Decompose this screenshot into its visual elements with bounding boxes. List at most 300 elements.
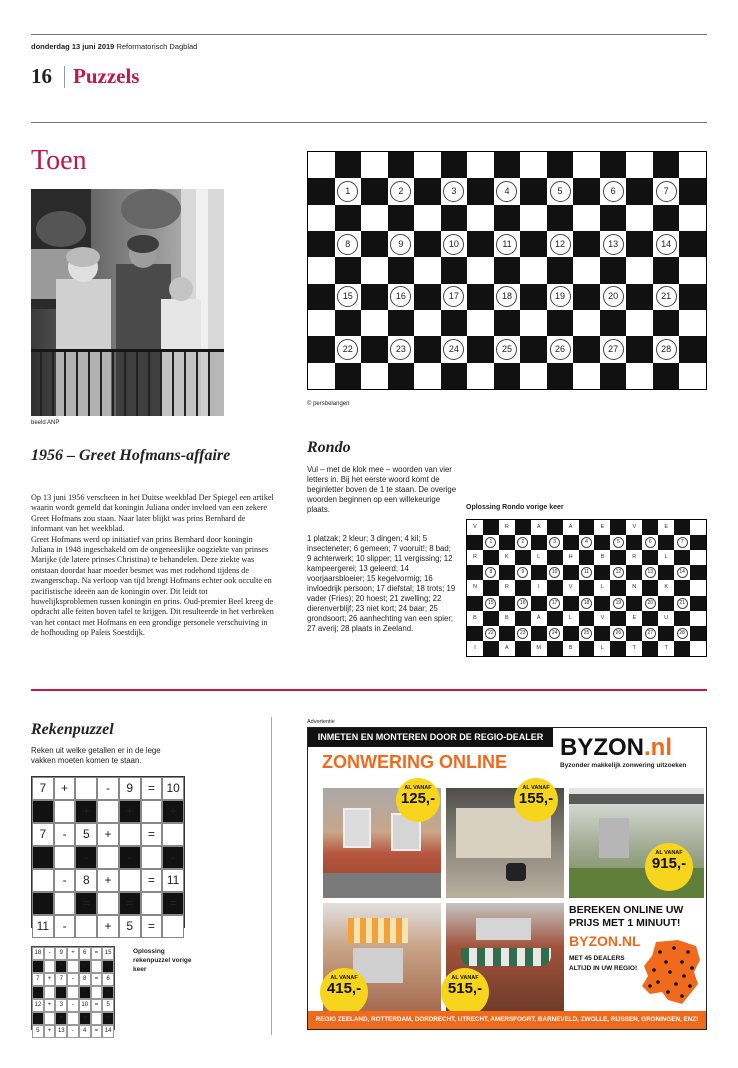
rondo-cell[interactable] [573, 336, 600, 362]
rondo-solution-cell: K [499, 550, 515, 565]
rondo-cell[interactable] [388, 284, 415, 310]
rekenpuzzel-cell: 10 [162, 777, 184, 800]
rondo-cell[interactable] [467, 310, 494, 336]
price-badge-3 [645, 843, 693, 891]
rekenpuzzel-solution-cell: 6 [102, 973, 114, 986]
rondo-cell[interactable] [414, 205, 441, 231]
rondo-cell[interactable] [494, 231, 521, 257]
rondo-cell[interactable] [573, 205, 600, 231]
rekenpuzzel-cell: 8 [75, 869, 97, 892]
rondo-cell[interactable] [308, 152, 335, 178]
section-title: Puzzels [73, 64, 140, 88]
rondo-solution-cell: E [594, 520, 610, 535]
rondo-cell[interactable] [547, 257, 574, 283]
rondo-cell[interactable] [547, 310, 574, 336]
rondo-cell[interactable] [573, 178, 600, 204]
rekenpuzzel-cell[interactable] [162, 823, 184, 846]
rondo-cell[interactable] [573, 231, 600, 257]
rondo-solution-number: 20 [645, 598, 656, 609]
rondo-solution-cell [594, 535, 610, 550]
rekenpuzzel-solution-cell [91, 986, 103, 999]
rekenpuzzel-cell: + [162, 800, 184, 823]
rondo-cell[interactable] [494, 310, 521, 336]
byzon-advertisement[interactable] [307, 727, 707, 1030]
rondo-cell[interactable] [441, 152, 468, 178]
rondo-solution-cell [547, 626, 563, 641]
rondo-cell[interactable] [388, 205, 415, 231]
ad-dealers: MET 45 DEALERS ALTIJD IN UW REGIO! [569, 955, 638, 972]
rondo-solution-cell [642, 520, 658, 535]
rondo-cell[interactable] [653, 310, 680, 336]
rondo-number: 17 [443, 286, 464, 307]
rondo-solution-cell [642, 626, 658, 641]
toen-headline: 1956 – Greet Hofmans-affaire [31, 447, 231, 464]
rondo-cell[interactable] [626, 284, 653, 310]
rondo-solution-number: 4 [581, 537, 592, 548]
rondo-cell[interactable] [600, 336, 627, 362]
rondo-cell[interactable] [653, 284, 680, 310]
rondo-cell[interactable] [308, 178, 335, 204]
rondo-solution-cell [515, 535, 531, 550]
rondo-solution-cell [642, 580, 658, 595]
rondo-solution-cell [610, 596, 626, 611]
rondo-solution-number: 5 [613, 537, 624, 548]
rondo-cell[interactable] [600, 231, 627, 257]
ad-headline: ZONWERING ONLINE [322, 752, 507, 772]
rekenpuzzel-cell: + [119, 800, 141, 823]
rondo-number: 6 [603, 181, 624, 202]
rondo-solution-cell [690, 520, 706, 535]
rondo-cell[interactable] [679, 310, 706, 336]
rondo-cell[interactable] [653, 205, 680, 231]
rondo-cell[interactable] [441, 363, 468, 389]
rondo-cell[interactable] [467, 363, 494, 389]
rondo-solution-cell [658, 535, 674, 550]
rondo-cell[interactable] [414, 178, 441, 204]
rondo-cell[interactable] [414, 310, 441, 336]
rondo-cell[interactable] [441, 336, 468, 362]
rondo-solution-cell: I [531, 580, 547, 595]
rondo-solution-cell [515, 641, 531, 656]
rondo-number: 9 [390, 234, 411, 255]
rondo-cell[interactable] [600, 257, 627, 283]
rondo-cell[interactable] [414, 284, 441, 310]
rondo-solution-cell [658, 565, 674, 580]
rekenpuzzel-solution-cell: + [55, 960, 67, 973]
rondo-cell[interactable] [600, 284, 627, 310]
rondo-cell[interactable] [467, 178, 494, 204]
rondo-solution-cell [547, 535, 563, 550]
rondo-solution-cell [690, 565, 706, 580]
rondo-cell[interactable] [679, 152, 706, 178]
rondo-cell[interactable] [308, 310, 335, 336]
rondo-cell[interactable] [679, 231, 706, 257]
rondo-cell[interactable] [626, 205, 653, 231]
rondo-cell[interactable] [626, 363, 653, 389]
rondo-cell[interactable] [626, 231, 653, 257]
rekenpuzzel-cell[interactable] [54, 800, 76, 823]
rondo-solution-number: 17 [549, 598, 560, 609]
rondo-cell[interactable] [520, 152, 547, 178]
rondo-solution-number: 16 [517, 598, 528, 609]
rekenpuzzel-cell: 7 [32, 823, 54, 846]
rondo-cell[interactable] [388, 231, 415, 257]
rondo-number: 11 [496, 234, 517, 255]
rondo-cell[interactable] [414, 336, 441, 362]
rondo-solution-number: 23 [517, 628, 528, 639]
rondo-cell[interactable] [467, 336, 494, 362]
rondo-cell[interactable] [679, 363, 706, 389]
rondo-cell[interactable] [573, 284, 600, 310]
rekenpuzzel-solution-cell: = [79, 1012, 91, 1025]
rondo-number: 8 [337, 234, 358, 255]
rondo-solution-cell [626, 626, 642, 641]
rondo-number: 25 [496, 339, 517, 360]
rondo-cell[interactable] [494, 205, 521, 231]
rondo-cell[interactable] [653, 152, 680, 178]
rondo-cell[interactable] [441, 284, 468, 310]
rondo-cell[interactable] [653, 178, 680, 204]
rekenpuzzel-cell[interactable] [75, 915, 97, 938]
rondo-cell[interactable] [679, 284, 706, 310]
rondo-solution-cell: M [531, 641, 547, 656]
rondo-solution-cell: R [499, 520, 515, 535]
rondo-cell[interactable] [494, 152, 521, 178]
rekenpuzzel-solution-cell [44, 986, 56, 999]
rondo-cell[interactable] [335, 152, 362, 178]
rekenpuzzel-solution-cell: + [67, 947, 79, 960]
rondo-cell[interactable] [361, 152, 388, 178]
rondo-solution-cell [547, 611, 563, 626]
rondo-number: 22 [337, 339, 358, 360]
rondo-cell[interactable] [679, 257, 706, 283]
rondo-cell[interactable] [573, 152, 600, 178]
rondo-cell[interactable] [547, 284, 574, 310]
rekenpuzzel-cell[interactable] [75, 777, 97, 800]
rekenpuzzel-cell[interactable] [97, 846, 119, 869]
rekenpuzzel-cell: = [75, 892, 97, 915]
rekenpuzzel-cell: = [119, 892, 141, 915]
rekenpuzzel-solution-cell: + [79, 960, 91, 973]
rekenpuzzel-solution-cell [67, 960, 79, 973]
rondo-solution-cell [626, 565, 642, 580]
rekenpuzzel-cell[interactable] [162, 915, 184, 938]
rekenpuzzel-cell[interactable] [32, 869, 54, 892]
rondo-solution-number: 3 [549, 537, 560, 548]
rondo-solution-cell [467, 626, 483, 641]
price-badge-1-label: AL VANAF [404, 785, 432, 791]
rekenpuzzel-cell[interactable] [97, 892, 119, 915]
rondo-solution-number: 15 [485, 598, 496, 609]
netherlands-map-icon [638, 938, 704, 1008]
rondo-cell[interactable] [547, 336, 574, 362]
ad-top-bar: INMETEN EN MONTEREN DOOR DE REGIO-DEALER [308, 728, 553, 747]
rondo-cell[interactable] [467, 152, 494, 178]
rondo-cell[interactable] [547, 231, 574, 257]
rekenpuzzel-solution-cell [91, 1012, 103, 1025]
rekenpuzzel-grid[interactable] [31, 776, 185, 933]
rondo-cell[interactable] [388, 257, 415, 283]
rondo-solution-cell [690, 626, 706, 641]
rondo-solution-cell [690, 550, 706, 565]
header-dateline [31, 42, 197, 51]
rondo-solution-cell: B [594, 550, 610, 565]
rondo-cell[interactable] [414, 152, 441, 178]
rondo-solution-cell [467, 565, 483, 580]
rondo-solution-cell [579, 641, 595, 656]
rondo-solution-cell [658, 626, 674, 641]
rondo-cell[interactable] [441, 178, 468, 204]
rondo-solution-cell [563, 596, 579, 611]
rondo-cell[interactable] [494, 363, 521, 389]
rondo-cell[interactable] [653, 257, 680, 283]
rondo-solution-cell [483, 565, 499, 580]
rekenpuzzel-title: Rekenpuzzel [31, 721, 114, 738]
ad-footer: REGIO ZEELAND, ROTTERDAM, DORDRECHT, UTRECHT, AMERSFOORT, BARNEVELD, ZWOLLE, RIJSSEN, GRONINGEN, ENZ! [308, 1011, 706, 1029]
rondo-cell[interactable] [361, 310, 388, 336]
rondo-cell[interactable] [335, 205, 362, 231]
rondo-cell[interactable] [494, 336, 521, 362]
rondo-cell[interactable] [573, 363, 600, 389]
rondo-solution-cell [531, 535, 547, 550]
rondo-cell[interactable] [441, 231, 468, 257]
rondo-cell[interactable] [335, 257, 362, 283]
rekenpuzzel-cell[interactable] [141, 846, 163, 869]
rekenpuzzel-cell: - [54, 869, 76, 892]
rondo-cell[interactable] [308, 336, 335, 362]
rondo-cell[interactable] [308, 284, 335, 310]
rondo-cell[interactable] [626, 336, 653, 362]
rondo-number: 1 [337, 181, 358, 202]
rondo-cell[interactable] [679, 178, 706, 204]
price-badge-1-value: 125,- [400, 790, 436, 807]
price-badge-2 [514, 778, 558, 822]
rondo-solution-number: 27 [645, 628, 656, 639]
rondo-cell[interactable] [600, 363, 627, 389]
rekenpuzzel-solution-cell: + [44, 973, 56, 986]
rondo-solution-cell [579, 535, 595, 550]
rondo-cell[interactable] [335, 231, 362, 257]
rondo-solution-number: 10 [549, 567, 560, 578]
rondo-cell[interactable] [573, 257, 600, 283]
rondo-solution-cell: V [626, 520, 642, 535]
rondo-solution-number: 1 [485, 537, 496, 548]
rondo-cell[interactable] [520, 284, 547, 310]
rondo-cell[interactable] [414, 231, 441, 257]
rondo-cell[interactable] [547, 205, 574, 231]
rondo-cell[interactable] [388, 178, 415, 204]
rondo-cell[interactable] [467, 205, 494, 231]
rondo-solution-cell [674, 535, 690, 550]
rondo-cell[interactable] [547, 178, 574, 204]
rekenpuzzel-cell[interactable] [97, 800, 119, 823]
rondo-cell[interactable] [335, 178, 362, 204]
rondo-solution-number: 7 [677, 537, 688, 548]
rekenpuzzel-cell: = [141, 869, 163, 892]
rondo-solution-cell [579, 580, 595, 595]
rondo-cell[interactable] [626, 310, 653, 336]
rondo-cell[interactable] [494, 178, 521, 204]
rondo-solution-cell [499, 626, 515, 641]
price-badge-2-label: AL VANAF [522, 785, 550, 791]
page-number: 16 [31, 64, 52, 88]
rondo-solution-number: 12 [613, 567, 624, 578]
rekenpuzzel-solution-cell: 7 [32, 973, 44, 986]
rondo-cell[interactable] [520, 310, 547, 336]
rondo-cell[interactable] [467, 231, 494, 257]
rekenpuzzel-solution-cell: + [102, 986, 114, 999]
rondo-solution-cell [531, 626, 547, 641]
rondo-cell[interactable] [653, 336, 680, 362]
rondo-grid[interactable] [307, 151, 707, 390]
rekenpuzzel-cell: - [75, 846, 97, 869]
rondo-cell[interactable] [388, 363, 415, 389]
rondo-solution-cell: Ä [531, 611, 547, 626]
rekenpuzzel-cell [32, 800, 54, 823]
rekenpuzzel-cell[interactable] [119, 823, 141, 846]
rondo-cell[interactable] [600, 152, 627, 178]
rondo-solution-cell [610, 550, 626, 565]
rondo-cell[interactable] [308, 363, 335, 389]
rekenpuzzel-solution-cell: 6 [79, 947, 91, 960]
rondo-solution-number: 28 [677, 628, 688, 639]
rondo-cell[interactable] [653, 363, 680, 389]
rondo-cell[interactable] [520, 205, 547, 231]
rondo-cell[interactable] [361, 231, 388, 257]
rekenpuzzel-solution-cell [32, 960, 44, 973]
rekenpuzzel-cell[interactable] [141, 892, 163, 915]
rondo-solution-cell [610, 565, 626, 580]
rondo-cell[interactable] [573, 310, 600, 336]
rondo-cell[interactable] [335, 310, 362, 336]
rondo-solution-cell: V [594, 611, 610, 626]
rondo-cell[interactable] [441, 205, 468, 231]
rondo-cell[interactable] [361, 178, 388, 204]
rondo-clues: 1 platzak; 2 kleur; 3 dingen; 4 kil; 5 insecteneter; 6 gemeen; 7 vooruit!; 8 bad; 9 achterwerk; 10 slipper; 11 vergissing; 12 kampeergerei; 13 geleerd; 14 voorjaarsbloeier; 15 kegelvormig; 16 invloedrijk persoon; 17 diefstal; 18 trots; 19 vader (Fries); 20 hoest; 21 zwelling; 22 dierenverblijf; 23 niet kort; 24 baar; 25 grondsoort; 26 aanhechting van een spier; 27 averij; 28 plaats in Zeeland. [307, 534, 456, 633]
rondo-cell[interactable] [653, 231, 680, 257]
rondo-intro: Vul – met de klok mee – woorden van vier letters in. Bij het eerste woord komt de beginletter boven de 1 te staan. De overige woorden beginnen op een willekeurige plaats. [307, 465, 457, 514]
rekenpuzzel-cell[interactable] [54, 846, 76, 869]
rondo-solution-cell [515, 520, 531, 535]
rekenpuzzel-solution-cell: 8 [79, 973, 91, 986]
rekenpuzzel-cell [32, 846, 54, 869]
rondo-cell[interactable] [361, 205, 388, 231]
rekenpuzzel-solution-cell: - [44, 947, 56, 960]
rondo-cell[interactable] [308, 257, 335, 283]
rondo-solution-cell [579, 550, 595, 565]
ad-logo-tld: .nl [644, 734, 672, 761]
rondo-cell[interactable] [361, 284, 388, 310]
rondo-cell[interactable] [414, 257, 441, 283]
rekenpuzzel-cell: 11 [162, 869, 184, 892]
rondo-cell[interactable] [388, 310, 415, 336]
rondo-cell[interactable] [361, 257, 388, 283]
rondo-cell[interactable] [679, 336, 706, 362]
rondo-cell[interactable] [467, 257, 494, 283]
rondo-solution-cell: V [467, 520, 483, 535]
rondo-solution-number: 22 [485, 628, 496, 639]
rekenpuzzel-cell: 5 [75, 823, 97, 846]
rondo-cell[interactable] [361, 336, 388, 362]
rondo-solution-cell: N [626, 580, 642, 595]
rondo-cell[interactable] [520, 178, 547, 204]
rondo-solution-number: 8 [485, 567, 496, 578]
ad-website-link[interactable]: BYZON.NL [569, 933, 641, 949]
rekenpuzzel-solution-cell: + [44, 1025, 56, 1038]
rondo-cell[interactable] [600, 205, 627, 231]
header-top-rule [31, 34, 707, 35]
rekenpuzzel-solution-cell: - [102, 960, 114, 973]
rondo-cell[interactable] [441, 257, 468, 283]
rondo-cell[interactable] [547, 363, 574, 389]
rondo-cell[interactable] [308, 231, 335, 257]
rondo-number: 10 [443, 234, 464, 255]
rondo-cell[interactable] [679, 205, 706, 231]
rondo-cell[interactable] [335, 363, 362, 389]
rondo-solution-cell: N [467, 580, 483, 595]
rondo-solution-cell [674, 550, 690, 565]
rondo-cell[interactable] [361, 363, 388, 389]
rondo-cell[interactable] [600, 310, 627, 336]
rondo-cell[interactable] [335, 284, 362, 310]
rondo-solution-cell [610, 580, 626, 595]
rondo-solution-cell [515, 565, 531, 580]
rondo-number: 23 [390, 339, 411, 360]
rondo-cell[interactable] [335, 336, 362, 362]
rondo-cell[interactable] [547, 152, 574, 178]
rekenpuzzel-cell[interactable] [54, 892, 76, 915]
rondo-solution-cell [563, 535, 579, 550]
rekenpuzzel-solution-cell: 9 [55, 947, 67, 960]
rekenpuzzel-cell [32, 892, 54, 915]
rondo-solution-cell: B [499, 611, 515, 626]
rondo-cell[interactable] [388, 152, 415, 178]
rondo-cell[interactable] [494, 284, 521, 310]
rondo-solution-cell [483, 626, 499, 641]
rondo-solution-cell [642, 596, 658, 611]
rondo-cell[interactable] [520, 231, 547, 257]
rondo-cell[interactable] [626, 152, 653, 178]
rekenpuzzel-cell[interactable] [141, 800, 163, 823]
rondo-solution-number: 25 [581, 628, 592, 639]
header-date: donderdag 13 juni 2019 [31, 42, 115, 51]
rondo-cell[interactable] [626, 257, 653, 283]
rondo-solution-cell: Ä [531, 520, 547, 535]
rondo-cell[interactable] [600, 178, 627, 204]
rondo-cell[interactable] [414, 363, 441, 389]
rekenpuzzel-solution-cell: = [91, 947, 103, 960]
rondo-cell[interactable] [467, 284, 494, 310]
rondo-cell[interactable] [520, 257, 547, 283]
rondo-cell[interactable] [441, 310, 468, 336]
rondo-cell[interactable] [494, 257, 521, 283]
rondo-cell[interactable] [308, 205, 335, 231]
rekenpuzzel-cell[interactable] [119, 869, 141, 892]
rekenpuzzel-solution-cell: 5 [102, 999, 114, 1012]
rondo-solution-cell [690, 611, 706, 626]
rondo-cell[interactable] [520, 363, 547, 389]
ad-logo[interactable] [560, 735, 700, 761]
rondo-cell[interactable] [520, 336, 547, 362]
price-badge-5 [441, 968, 489, 1016]
rondo-solution-cell [579, 565, 595, 580]
rondo-cell[interactable] [388, 336, 415, 362]
rondo-solution-cell: R [626, 550, 642, 565]
rekenpuzzel-cell: = [141, 777, 163, 800]
rondo-solution-number: 2 [517, 537, 528, 548]
rondo-cell[interactable] [626, 178, 653, 204]
price-badge-3-value: 915,- [651, 855, 687, 872]
